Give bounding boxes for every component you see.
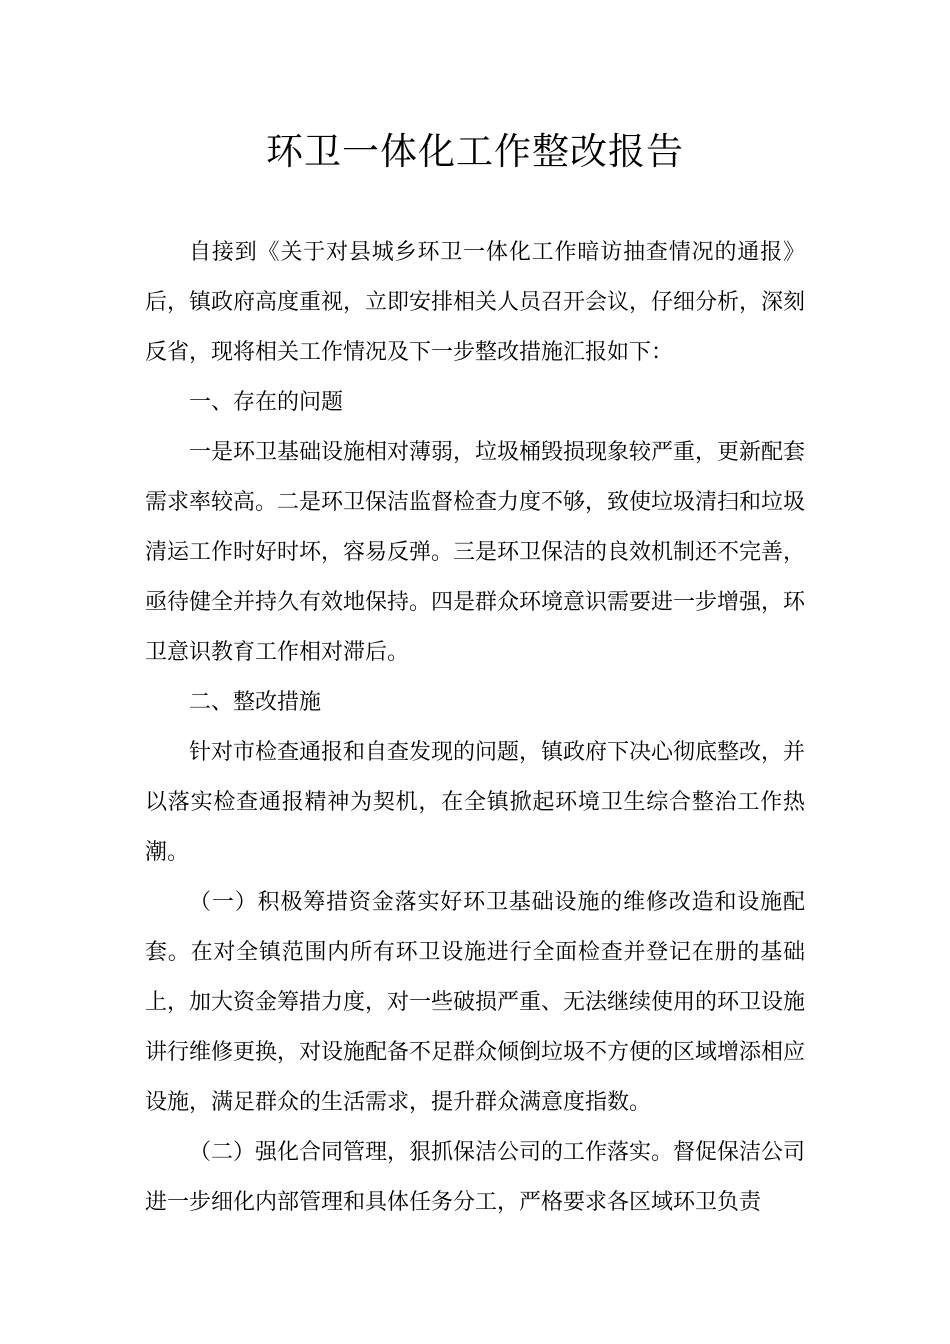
- measure-one-paragraph: （一）积极筹措资金落实好环卫基础设施的维修改造和设施配套。在对全镇范围内所有环卫设施进行全面检查并登记在册的基础上，加大资金筹措力度，对一些破损严重、无法继续使用的环卫设施讲行维修更换，对设施配备不足群众倾倒垃圾不方便的区域增添相应设施，满足群众的生活需求，提升群众满意度指数。: [145, 890, 806, 1115]
- document-body: [145, 228, 805, 1228]
- problems-paragraph: 一是环卫基础设施相对薄弱，垃圾桶毁损现象较严重，更新配套需求率较高。二是环卫保洁监督检查力度不够，致使垃圾清扫和垃圾清运工作时好时坏，容易反弹。三是环卫保洁的良效机制还不完善，亟待健全并持久有效地保持。四是群众环境意识需要进一步增强，环卫意识教育工作相对滞后。: [145, 440, 806, 665]
- measure-two-paragraph: （二）强化合同管理，狠抓保洁公司的工作落实。督促保洁公司进一步细化内部管理和具体任务分工，严格要求各区域环卫负责: [145, 1140, 806, 1215]
- section-heading-problems: 一、存在的问题: [189, 390, 344, 415]
- section-heading-measures: 二、整改措施: [189, 690, 322, 715]
- intro-paragraph: 自接到《关于对县城乡环卫一体化工作暗访抽查情况的通报》后，镇政府高度重视，立即安排相关人员召开会议，仔细分析，深刻反省，现将相关工作情况及下一步整改措施汇报如下：: [145, 240, 806, 365]
- measures-intro-paragraph: 针对市检查通报和自查发现的问题，镇政府下决心彻底整改，并以落实检查通报精神为契机，在全镇掀起环境卫生综合整治工作热潮。: [145, 740, 806, 865]
- document-title: 环卫一体化工作整改报告: [266, 130, 684, 173]
